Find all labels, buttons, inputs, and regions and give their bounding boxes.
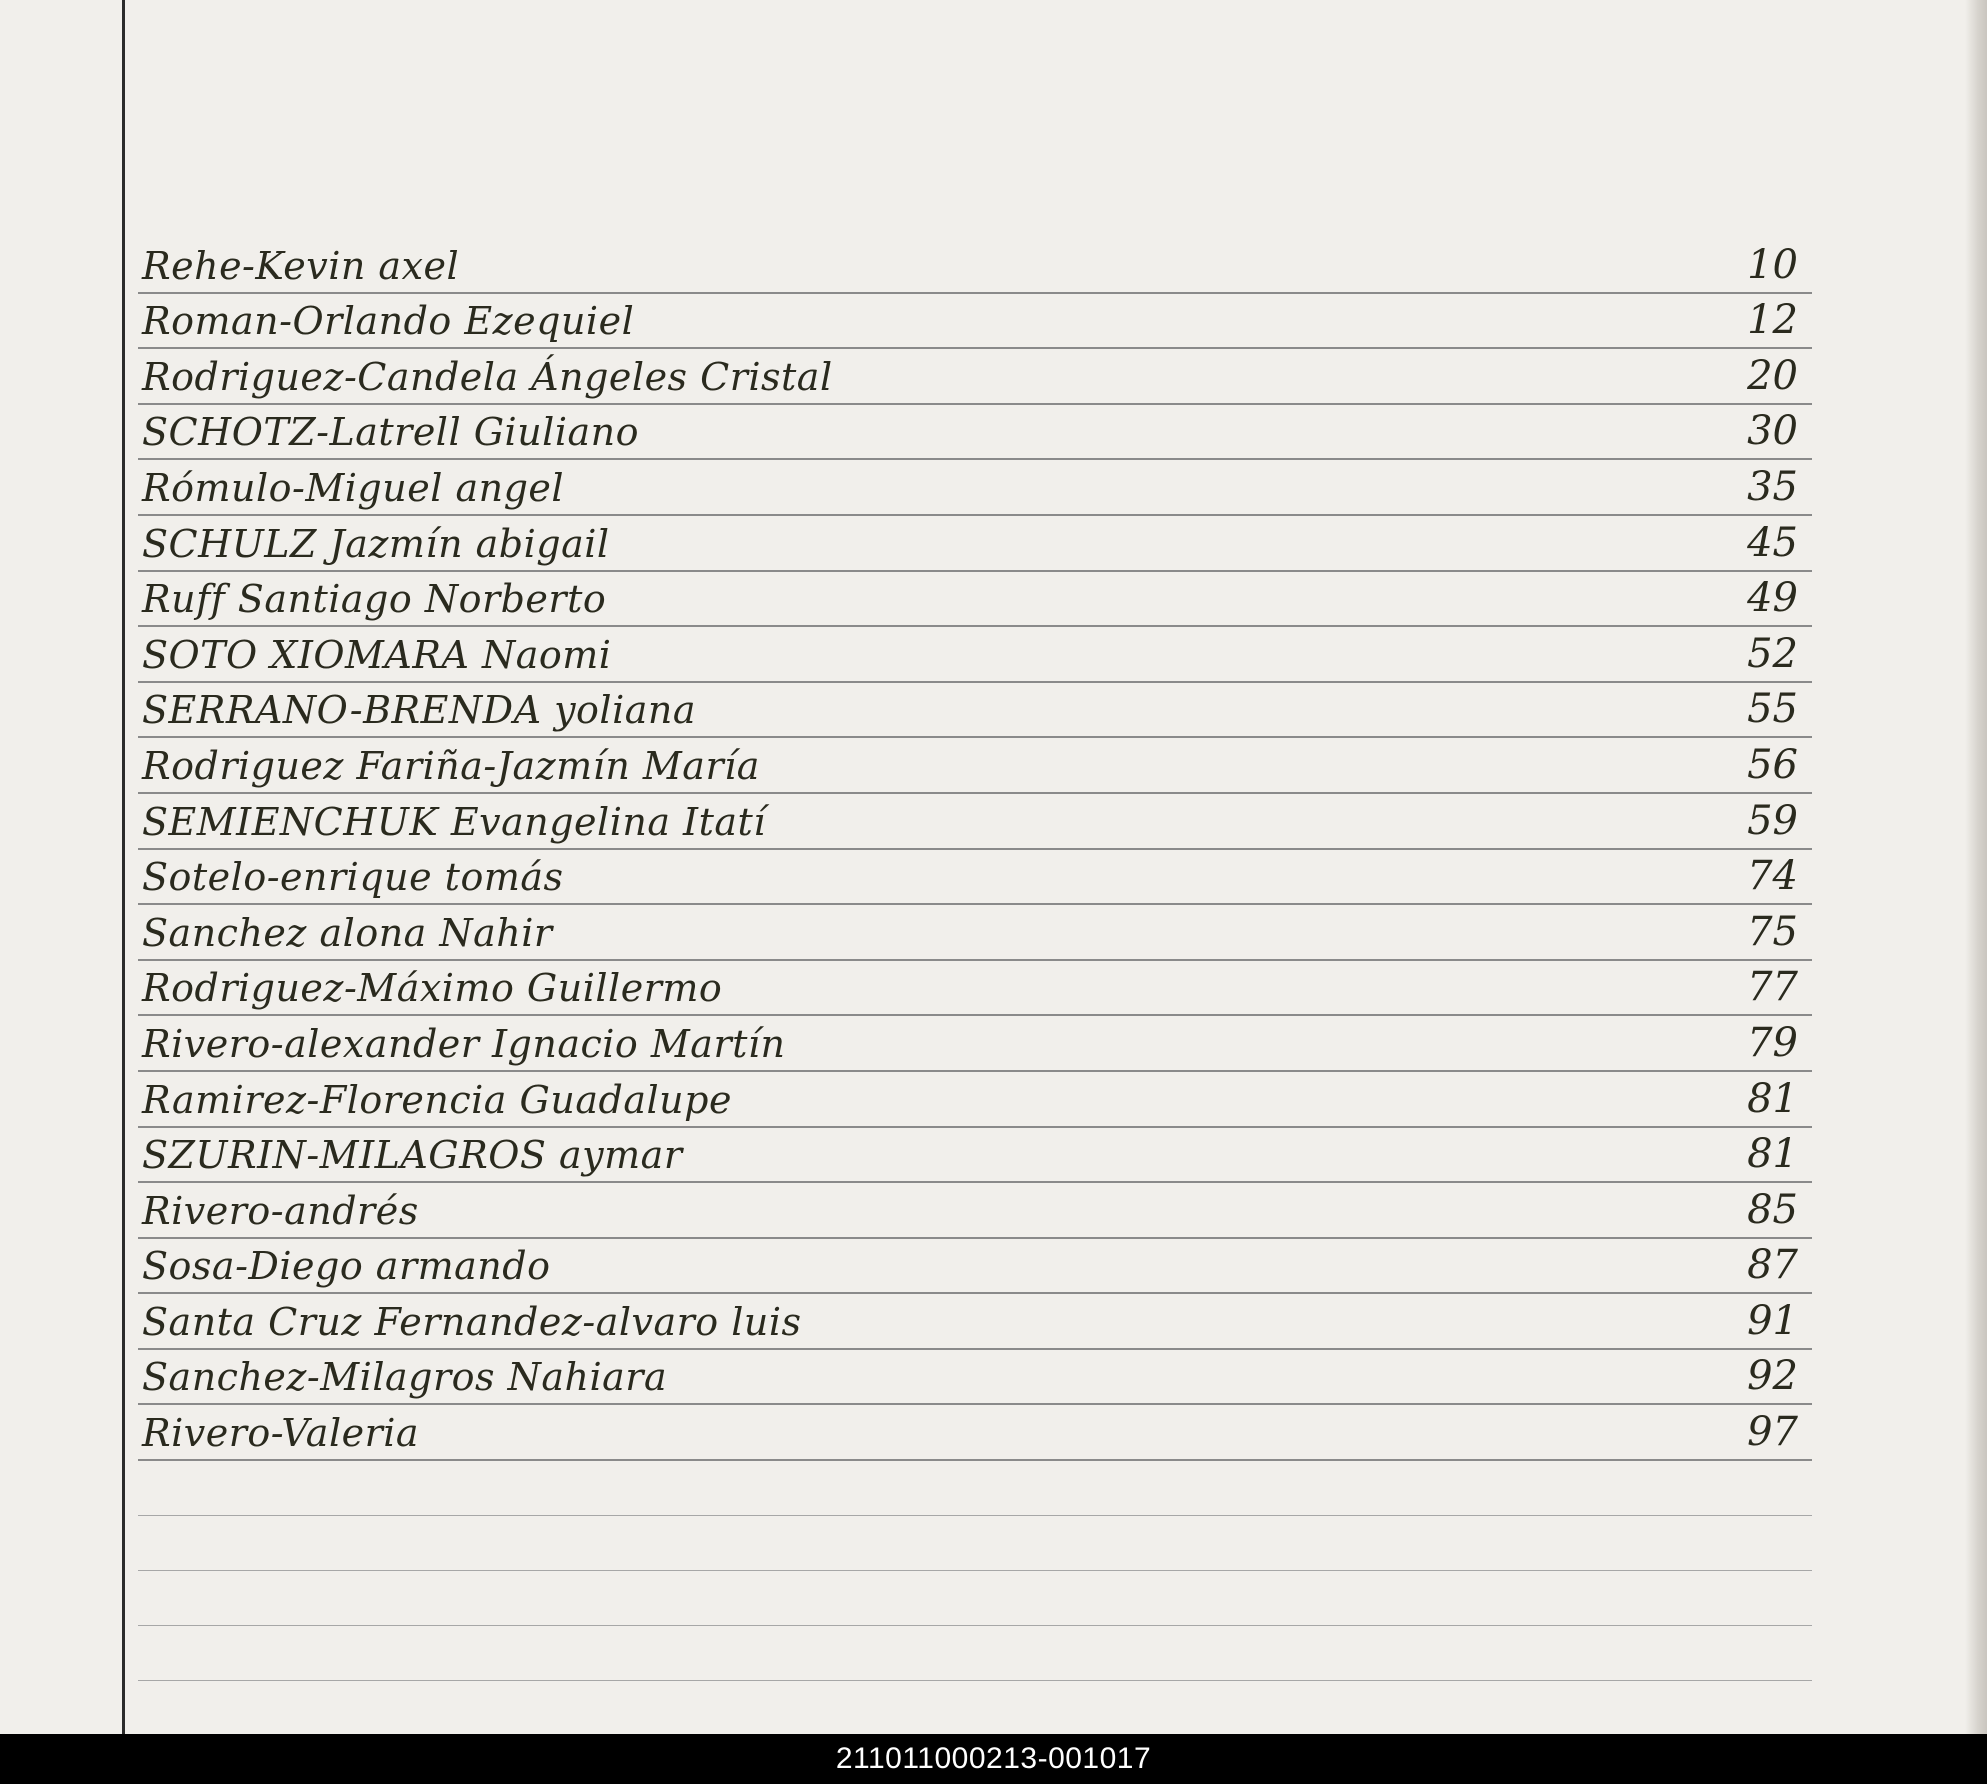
entry-name: Sotelo-enrique tomás: [142, 855, 564, 900]
entry-name: Santa Cruz Fernandez-alvaro luis: [142, 1299, 802, 1344]
list-item: [138, 1183, 1812, 1239]
entry-number: 10: [1747, 241, 1798, 288]
entry-name: SCHULZ Jazmín abigail: [142, 521, 610, 566]
list-item: [138, 961, 1812, 1017]
entry-name: Rehe-Kevin axel: [142, 243, 460, 288]
entry-number: 81: [1747, 1131, 1798, 1178]
entry-number: 81: [1747, 1075, 1798, 1122]
list-item: [138, 738, 1812, 794]
entry-number: 52: [1747, 630, 1798, 677]
list-item: [138, 683, 1812, 739]
entry-number: 77: [1747, 964, 1798, 1011]
list-item: [138, 1294, 1812, 1350]
name-list: [138, 238, 1812, 1681]
entry-number: 12: [1747, 297, 1798, 344]
entry-name: Rivero-andrés: [142, 1188, 419, 1233]
list-item: [138, 1128, 1812, 1184]
list-item: [138, 1405, 1812, 1461]
page-edge-shadow: [1965, 0, 1987, 1734]
list-item: [138, 905, 1812, 961]
entry-name: Rivero-alexander Ignacio Martín: [142, 1021, 786, 1066]
entry-name: Ruff Santiago Norberto: [142, 577, 607, 622]
list-item: [138, 460, 1812, 516]
entry-name: SZURIN-MILAGROS aymar: [142, 1133, 683, 1178]
entry-number: 87: [1747, 1242, 1798, 1289]
list-item: [138, 794, 1812, 850]
empty-ruled-line: [138, 1626, 1812, 1681]
entry-number: 97: [1747, 1409, 1798, 1456]
list-item: [138, 1350, 1812, 1406]
entry-name: SOTO XIOMARA Naomi: [142, 632, 612, 677]
entry-number: 92: [1747, 1353, 1798, 1400]
list-item: [138, 572, 1812, 628]
entry-name: Sanchez alona Nahir: [142, 910, 553, 955]
entry-name: Rodriguez-Candela Ángeles Cristal: [142, 354, 833, 399]
entry-name: SCHOTZ-Latrell Giuliano: [142, 410, 639, 455]
entry-number: 79: [1747, 1019, 1798, 1066]
list-item: [138, 238, 1812, 294]
entry-number: 49: [1747, 575, 1798, 622]
entry-name: Rómulo-Miguel angel: [142, 465, 565, 510]
entry-number: 55: [1747, 686, 1798, 733]
entry-number: 45: [1747, 519, 1798, 566]
list-item: [138, 405, 1812, 461]
list-item: [138, 349, 1812, 405]
list-item: [138, 294, 1812, 350]
entry-number: 30: [1747, 408, 1798, 455]
list-item: [138, 627, 1812, 683]
entry-number: 56: [1747, 741, 1798, 788]
entry-number: 91: [1747, 1297, 1798, 1344]
empty-ruled-line: [138, 1571, 1812, 1626]
entry-name: SEMIENCHUK Evangelina Itatí: [142, 799, 766, 844]
entry-number: 75: [1747, 908, 1798, 955]
entry-name: Rodriguez-Máximo Guillermo: [142, 966, 723, 1011]
list-item: [138, 1072, 1812, 1128]
margin-line: [122, 0, 125, 1734]
document-id-footer: 211011000213-001017: [0, 1734, 1987, 1784]
list-item: [138, 850, 1812, 906]
entry-number: 85: [1747, 1186, 1798, 1233]
entry-name: Roman-Orlando Ezequiel: [142, 299, 635, 344]
entry-name: Ramirez-Florencia Guadalupe: [142, 1077, 732, 1122]
entry-name: SERRANO-BRENDA yoliana: [142, 688, 697, 733]
list-item: [138, 516, 1812, 572]
entry-name: Rivero-Valeria: [142, 1411, 420, 1456]
list-item: [138, 1016, 1812, 1072]
empty-ruled-line: [138, 1516, 1812, 1571]
entry-number: 35: [1747, 463, 1798, 510]
entry-name: Sanchez-Milagros Nahiara: [142, 1355, 668, 1400]
entry-name: Rodriguez Fariña-Jazmín María: [142, 743, 760, 788]
empty-ruled-line: [138, 1461, 1812, 1516]
entry-name: Sosa-Diego armando: [142, 1244, 551, 1289]
list-item: [138, 1239, 1812, 1295]
entry-number: 20: [1747, 352, 1798, 399]
entry-number: 74: [1747, 853, 1798, 900]
entry-number: 59: [1747, 797, 1798, 844]
